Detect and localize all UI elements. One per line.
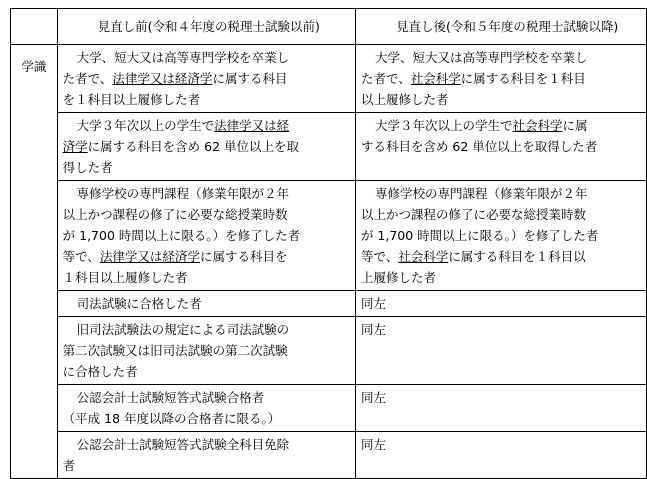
text-line: が 1,700 時間以上に限る。）を修了した者 xyxy=(62,228,301,243)
text-line: 大学、短大又は高等専門学校を卒業し xyxy=(76,50,290,65)
underlined-term: 法律学又は経済学 xyxy=(112,71,213,86)
before-cell xyxy=(57,317,355,385)
text-line: する科目を含め 62 単位以上を取得した者 xyxy=(360,139,598,154)
text-line: 以上かつ課程の修了に必要な総授業時数 xyxy=(360,207,586,222)
underlined-term: 法律学又は経済学 xyxy=(99,249,200,264)
table-row xyxy=(11,385,647,432)
table-row xyxy=(11,45,647,113)
text-line: 専修学校の専門課程（修業年限が２年 xyxy=(374,186,588,201)
after-cell: 同左 xyxy=(355,432,646,479)
after-cell xyxy=(355,181,646,291)
header-row xyxy=(11,9,647,45)
text-line: を１科目以上履修した者 xyxy=(62,92,201,107)
underlined-term: 社会科学 xyxy=(410,71,461,86)
text-line: 旧司法試験法の規定による司法試験の xyxy=(76,322,290,337)
text-line: 等で、 xyxy=(62,249,100,264)
underlined-term: 法律学又は経 xyxy=(214,118,290,133)
text-line: た者で、 xyxy=(360,71,411,86)
table-row xyxy=(11,291,647,317)
text-line: に属する科目を１科目 xyxy=(460,71,586,86)
table-row xyxy=(11,317,647,385)
table-row xyxy=(11,181,647,291)
after-cell xyxy=(355,45,646,113)
text-line: 以上かつ課程の修了に必要な総授業時数 xyxy=(62,207,288,222)
text-line: 大学、短大又は高等専門学校を卒業し xyxy=(374,50,588,65)
text-line: １科目以上履修した者 xyxy=(62,270,188,285)
text-line: に属 xyxy=(562,118,588,133)
before-cell xyxy=(57,385,355,432)
text-line: 大学３年次以上の学生で xyxy=(374,118,513,133)
text-line: に属する科目 xyxy=(212,71,288,86)
text-line: 上履修した者 xyxy=(360,270,436,285)
text-line: 司法試験に合格した者 xyxy=(76,296,202,311)
text-line: 大学３年次以上の学生で xyxy=(76,118,215,133)
after-cell: 同左 xyxy=(355,317,646,385)
before-cell xyxy=(57,291,355,317)
before-cell xyxy=(57,113,355,181)
text-line: が 1,700 時間以上に限る。）を修了した者 xyxy=(360,228,599,243)
underlined-term: 社会科学 xyxy=(512,118,563,133)
table-row xyxy=(11,113,647,181)
header-empty-cell xyxy=(11,9,58,45)
text-line: 公認会計士試験短答式試験全科目免除 xyxy=(76,437,290,452)
category-label: 学識 xyxy=(11,45,58,479)
text-line: 公認会計士試験短答式試験合格者 xyxy=(76,390,265,405)
text-line: 者 xyxy=(62,458,76,473)
after-cell: 同左 xyxy=(355,385,646,432)
text-line: に属する科目を xyxy=(199,249,288,264)
text-line: に属する科目を含め 62 単位以上を取 xyxy=(87,139,300,154)
text-line: に合格した者 xyxy=(62,364,138,379)
text-line: 等で、 xyxy=(360,249,399,264)
text-line: 第二次試験又は旧司法試験の第二次試験 xyxy=(62,343,288,358)
before-cell xyxy=(57,432,355,479)
before-cell xyxy=(57,181,355,291)
text-line: に属する科目を１科目以 xyxy=(448,249,586,264)
header-after: 見直し後(令和５年度の税理士試験以降) xyxy=(355,9,646,45)
after-cell xyxy=(355,113,646,181)
text-line: （平成 18 年度以降の合格者に限る。） xyxy=(62,411,281,426)
comparison-table xyxy=(10,8,647,479)
text-line: 得した者 xyxy=(62,160,113,175)
header-before: 見直し前(令和４年度の税理士試験以前) xyxy=(57,9,355,45)
text-line: 以上履修した者 xyxy=(360,92,449,107)
underlined-term: 済学 xyxy=(62,139,88,154)
underlined-term: 社会科学 xyxy=(398,249,449,264)
after-cell: 同左 xyxy=(355,291,646,317)
table-row xyxy=(11,432,647,479)
text-line: 専修学校の専門課程（修業年限が２年 xyxy=(76,186,290,201)
text-line: た者で、 xyxy=(62,71,113,86)
before-cell xyxy=(57,45,355,113)
